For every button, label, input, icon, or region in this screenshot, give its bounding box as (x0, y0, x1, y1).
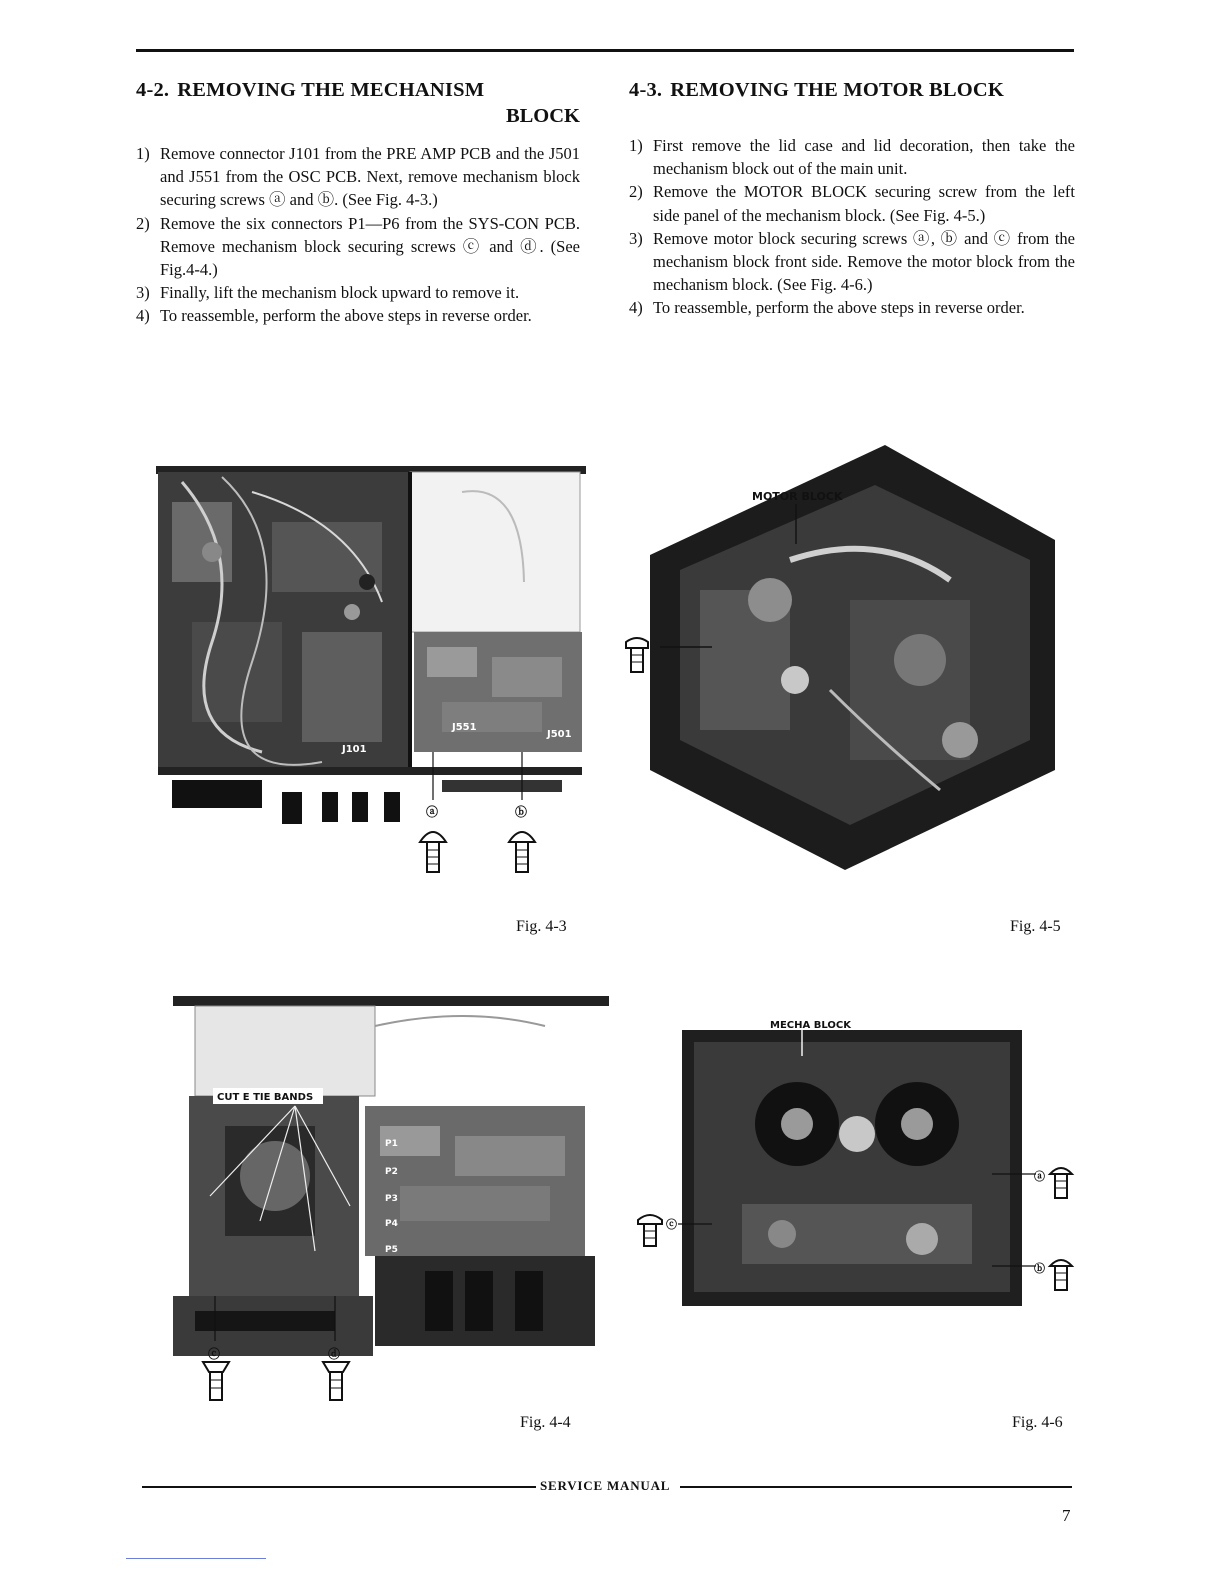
label-cut-tie-bands: CUT E TIE BANDS (217, 1092, 314, 1103)
step-number: 4) (136, 306, 150, 326)
figure-4-5-illustration (620, 440, 1080, 880)
step-number: 2) (629, 182, 643, 202)
section-removing-motor-block (629, 78, 1075, 320)
step-text: To reassemble, perform the above steps in reverse order. (160, 306, 532, 326)
step-item (629, 296, 1075, 319)
figure-4-4-illustration (165, 996, 611, 1408)
step-item (136, 142, 580, 212)
section-title: REMOVING THE MECHANISM (177, 79, 485, 101)
label-p2: P2 (385, 1167, 398, 1177)
step-text: Remove motor block securing screws ⓐ, ⓑ and ⓒ from the mechanism block front side. Remove the motor block from the mechanism block. (See Fig. 4-6.) (653, 228, 1075, 295)
step-item (629, 227, 1075, 297)
label-screw-c: ⓒ (666, 1218, 677, 1231)
step-text: Remove connector J101 from the PRE AMP PCB and the J501 and J551 from the OSC PCB. Next, remove mechanism block securing screws ⓐ and ⓑ. (See Fig. 4-3.) (160, 144, 580, 210)
label-screw-c: ⓒ (208, 1347, 221, 1361)
label-j551: J551 (452, 722, 477, 733)
label-screw-b: ⓑ (1034, 1262, 1045, 1275)
footer-service-manual: SERVICE MANUAL (540, 1478, 671, 1493)
step-number: 1) (136, 144, 150, 163)
label-p3: P3 (385, 1194, 398, 1204)
label-screw-b: ⓑ (515, 805, 528, 819)
label-mecha-block: MECHA BLOCK (770, 1020, 851, 1031)
label-p1: P1 (385, 1139, 398, 1149)
step-number: 3) (136, 283, 150, 303)
label-j101: J101 (342, 744, 367, 755)
step-list (629, 134, 1075, 320)
figure-4-4-caption: Fig. 4-4 (520, 1414, 571, 1431)
top-rule (136, 49, 1074, 52)
figure-4-6-caption: Fig. 4-6 (1012, 1414, 1063, 1431)
figure-4-4-photo (165, 996, 611, 1408)
step-item (629, 180, 1075, 226)
figure-4-3-caption: Fig. 4-3 (516, 918, 567, 935)
section-title: REMOVING THE MOTOR BLOCK (670, 79, 1005, 101)
step-item (629, 134, 1075, 180)
figure-4-3-illustration (152, 462, 588, 882)
step-number: 4) (629, 298, 643, 318)
figure-4-5-photo (620, 440, 1080, 880)
step-number: 3) (629, 228, 643, 248)
page-number: 7 (1062, 1506, 1071, 1525)
section-heading (136, 78, 580, 102)
label-screw-a: ⓐ (426, 805, 439, 819)
label-j501: J501 (547, 729, 572, 740)
section-title-continued: BLOCK (505, 105, 580, 127)
step-item (136, 304, 580, 327)
footer-rule-right (680, 1486, 1072, 1488)
step-text: Finally, lift the mechanism block upward to remove it. (160, 283, 520, 303)
step-text: Remove the six connectors P1—P6 from the SYS-CON PCB. Remove mechanism block securing screws ⓒ and ⓓ. (See Fig.4-4.) (160, 213, 580, 280)
step-number: 1) (629, 136, 643, 155)
step-item (136, 212, 580, 282)
bottom-edge-line (126, 1558, 266, 1559)
step-list (136, 142, 580, 328)
section-number: 4-3. (629, 79, 663, 101)
section-removing-mechanism-block (136, 78, 580, 328)
figure-4-6-illustration (632, 1014, 1082, 1316)
step-text: First remove the lid case and lid decoration, then take the mechanism block out of the main unit. (653, 136, 1075, 179)
section-heading (629, 78, 1075, 102)
step-number: 2) (136, 213, 150, 233)
label-motor-block: MOTOR BLOCK (752, 490, 843, 503)
step-item (136, 281, 580, 304)
figure-4-6-photo (632, 1014, 1082, 1316)
figure-4-5-caption: Fig. 4-5 (1010, 918, 1061, 935)
label-p5: P5 (385, 1245, 398, 1255)
label-screw-a: ⓐ (1034, 1170, 1045, 1183)
figure-4-3-photo (152, 462, 588, 882)
label-screw-d: ⓓ (328, 1347, 341, 1361)
footer-rule-left (142, 1486, 536, 1488)
step-text: To reassemble, perform the above steps in reverse order. (653, 298, 1025, 318)
step-text: Remove the MOTOR BLOCK securing screw from the left side panel of the mechanism block. (See Fig. 4-5.) (653, 182, 1075, 225)
label-p4: P4 (385, 1219, 398, 1229)
section-number: 4-2. (136, 79, 170, 101)
